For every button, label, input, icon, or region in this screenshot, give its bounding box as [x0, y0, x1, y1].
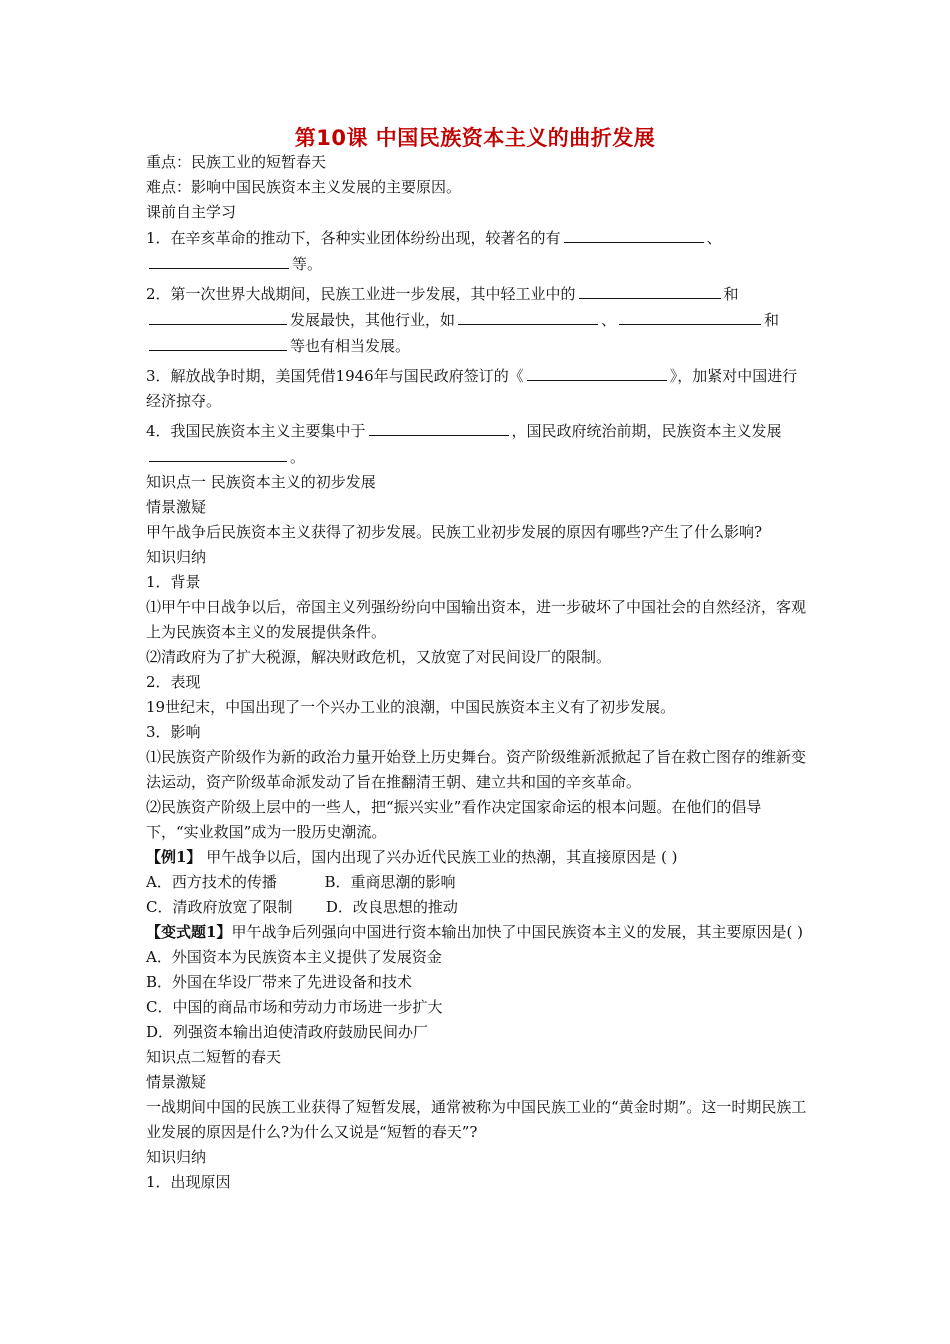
document-body [146, 150, 810, 1195]
difficulty: 难点：影响中国民族资本主义发展的主要原因。 [146, 178, 462, 196]
variant-1-option-d: D．列强资本输出迫使清政府鼓励民间办厂 [146, 1023, 429, 1041]
answer-blank[interactable] [149, 307, 287, 325]
page-title: 第10课 中国民族资本主义的曲折发展 [294, 126, 656, 150]
kp1-performance: 19世纪末，中国出现了一个兴办工业的浪潮，中国民族资本主义有了初步发展。 [146, 698, 676, 716]
kp1-heading: 知识点一 民族资本主义的初步发展 [146, 473, 376, 491]
variant-1-option-b: B．外国在华设厂带来了先进设备和技术 [146, 973, 413, 991]
example-1: 【例1】 甲午战争以后，国内出现了兴办近代民族工业的热潮，其直接原因是 ( ) [146, 848, 678, 866]
kp1-impact-1: ⑴民族资产阶级作为新的政治力量开始登上历史舞台。资产阶级维新派掀起了旨在救亡图存的维新变法运动，资产阶级革命派发动了旨在推翻清王朝、建立共和国的辛亥革命。 [146, 748, 807, 791]
answer-blank[interactable] [149, 444, 287, 462]
answer-blank[interactable] [149, 251, 289, 269]
question-4: 4．我国民族资本主义主要集中于 ，国民政府统治前期，民族资本主义发展。 [146, 418, 810, 470]
self-study-heading: 课前自主学习 [146, 203, 237, 221]
question-1: 1．在辛亥革命的推动下，各种实业团体纷纷出现，较著名的有 、 等。 [146, 225, 810, 277]
answer-blank[interactable] [149, 333, 287, 351]
answer-blank[interactable] [369, 418, 509, 436]
kp2-scenario-heading: 情景激疑 [146, 1073, 207, 1091]
answer-blank[interactable] [527, 363, 667, 381]
kp2-heading: 知识点二短暂的春天 [146, 1048, 282, 1066]
answer-blank[interactable] [458, 307, 598, 325]
kp1-scenario: 甲午战争后民族资本主义获得了初步发展。民族工业初步发展的原因有哪些?产生了什么影响? [146, 523, 763, 541]
kp1-background-2: ⑵清政府为了扩大税源，解决财政危机，又放宽了对民间设厂的限制。 [146, 648, 612, 666]
answer-blank[interactable] [579, 281, 721, 299]
answer-blank[interactable] [564, 225, 704, 243]
variant-1-option-a: A．外国资本为民族资本主义提供了发展资金 [146, 948, 442, 966]
kp2-scenario: 一战期间中国的民族工业获得了短暂发展，通常被称为中国民族工业的“黄金时期”。这一时期民族工业发展的原因是什么?为什么又说是“短暂的春天”? [146, 1098, 807, 1141]
kp1-background-1: ⑴甲午中日战争以后，帝国主义列强纷纷向中国输出资本，进一步破坏了中国社会的自然经济，客观上为民族资本主义的发展提供条件。 [146, 598, 807, 641]
kp1-summary-heading: 知识归纳 [146, 548, 207, 566]
kp1-impact-2: ⑵民族资产阶级上层中的一些人，把“振兴实业”看作决定国家命运的根本问题。在他们的倡导下，“实业救国”成为一股历史潮流。 [146, 798, 762, 841]
question-2: 2．第一次世界大战期间，民族工业进一步发展，其中轻工业中的 和 发展最快，其他行业，如 、 和 等也有相当发展。 [146, 281, 810, 359]
example-1-options-ab: A．西方技术的传播 B．重商思潮的影响 [146, 873, 456, 891]
kp1-performance-heading: 2．表现 [146, 673, 201, 691]
key-point: 重点：民族工业的短暂春天 [146, 153, 327, 171]
answer-blank[interactable] [619, 307, 761, 325]
kp1-scenario-heading: 情景激疑 [146, 498, 207, 516]
example-1-options-cd: C．清政府放宽了限制 D．改良思想的推动 [146, 898, 458, 916]
kp2-summary-heading: 知识归纳 [146, 1148, 207, 1166]
kp1-background-heading: 1．背景 [146, 573, 201, 591]
variant-1: 【变式题1】甲午战争后列强向中国进行资本输出加快了中国民族资本主义的发展，其主要原因是( ) [146, 923, 803, 941]
kp2-cause-heading: 1．出现原因 [146, 1173, 231, 1191]
variant-1-option-c: C．中国的商品市场和劳动力市场进一步扩大 [146, 998, 443, 1016]
kp1-impact-heading: 3．影响 [146, 723, 201, 741]
question-3: 3．解放战争时期，美国凭借1946年与国民政府签订的《 》，加紧对中国进行经济掠夺。 [146, 363, 810, 414]
